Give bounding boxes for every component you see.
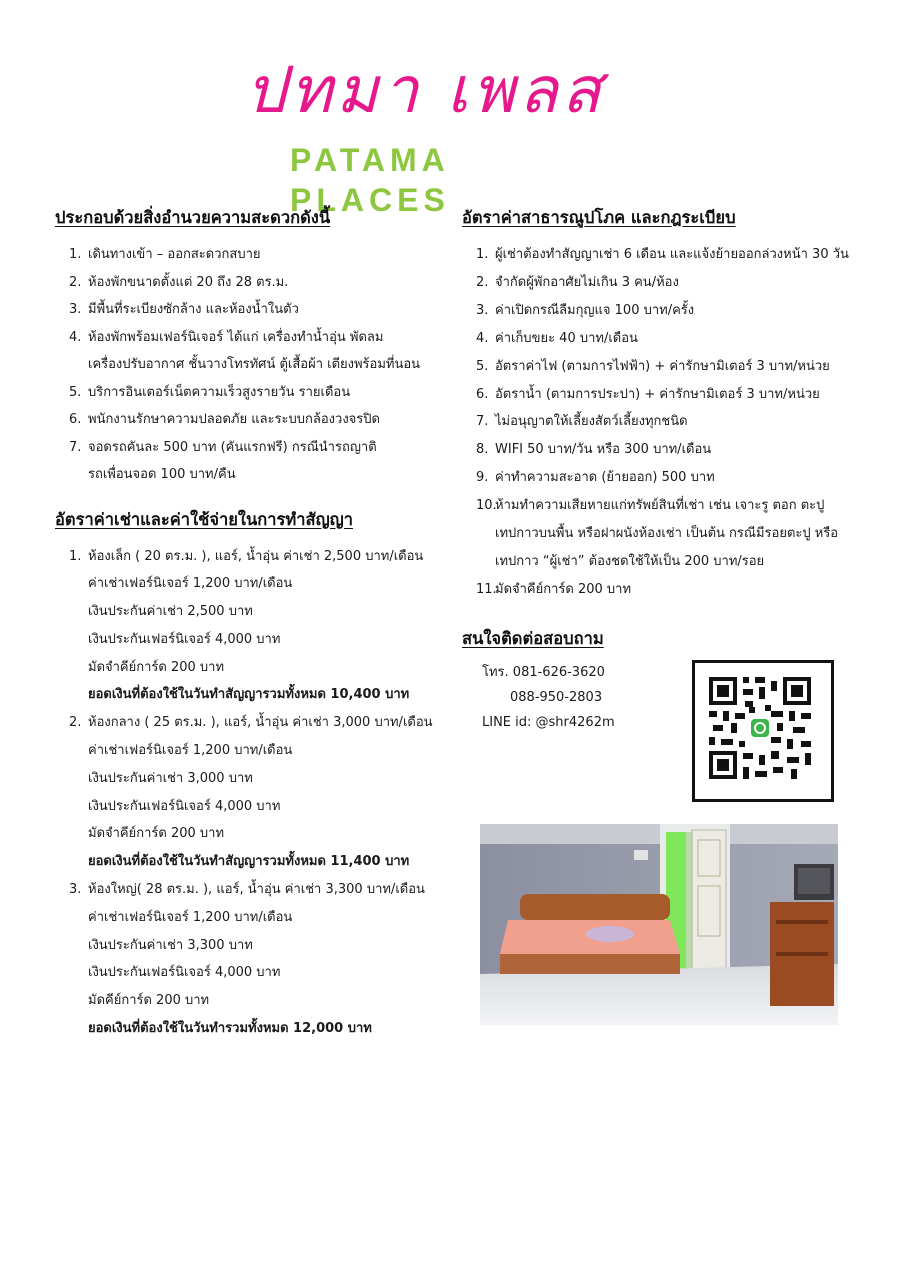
item-text: มัดจำคีย์การ์ด 200 บาท (495, 581, 632, 597)
room-rate-line: ห้องกลาง ( 25 ตร.ม. ), แอร์, น้ำอุ่น ค่าเช่า 3,000 บาท/เดือน (88, 715, 433, 731)
room-rate-line: ห้องใหญ่( 28 ตร.ม. ), แอร์, น้ำอุ่น ค่าเช่า 3,300 บาท/เดือน (88, 882, 425, 898)
room-rate-line: เงินประกันเฟอร์นิเจอร์ 4,000 บาท (88, 798, 281, 814)
rule-item (462, 576, 862, 604)
facilities-list (55, 241, 450, 489)
room-rate-line: มัดจำคีย์การ์ด 200 บาท (88, 659, 225, 675)
item-text: ไม่อนุญาตให้เลี้ยงสัตว์เลี้ยงทุกชนิด (495, 414, 688, 430)
item-number: 11. (476, 581, 497, 597)
right-column (462, 205, 862, 800)
room-total: ยอดเงินที่ต้องใช้ในวันทำสัญญารวมทั้งหมด 11,400 บาท (88, 854, 410, 870)
room-number: 2. (69, 715, 82, 731)
item-number: 3. (476, 302, 489, 318)
rule-item (462, 464, 862, 492)
room-rate-item (55, 876, 450, 1043)
room-rate-line: ค่าเช่าเฟอร์นิเจอร์ 1,200 บาท/เดือน (88, 909, 293, 925)
rule-item (462, 408, 862, 436)
left-column (55, 205, 450, 1043)
rates-title: อัตราค่าเช่าและค่าใช้จ่ายในการทำสัญญา (55, 509, 353, 529)
contact-line-id: LINE id: @shr4262m (482, 714, 615, 730)
rule-item (462, 381, 862, 409)
room-rate-line: เงินประกันค่าเช่า 3,000 บาท (88, 770, 253, 786)
room-total: ยอดเงินที่ต้องใช้ในวันทำรวมทั้งหมด 12,000 บาท (88, 1021, 372, 1037)
item-number: 9. (476, 470, 489, 486)
item-text: อัตราค่าไฟ (ตามการไฟฟ้า) + ค่ารักษามิเตอร์ 3 บาท/หน่วย (495, 358, 830, 374)
rule-item (462, 436, 862, 464)
rule-item (462, 241, 862, 269)
room-photo-image (480, 824, 838, 1025)
item-number: 1. (476, 247, 489, 262)
room-rate-item (55, 709, 450, 876)
item-number: 2. (69, 274, 82, 290)
item-number: 4. (69, 329, 82, 345)
facility-item (55, 379, 450, 407)
item-text: เทปกาว “ผู้เช่า” ต้องชดใช้ให้เป็น 200 บาท/รอย (495, 553, 765, 569)
item-text: ค่าเปิดกรณีลืมกุญแจ 100 บาท/ครั้ง (495, 302, 695, 318)
item-number: 4. (476, 330, 489, 346)
facility-item (55, 406, 450, 434)
room-rate-line: มัดคีย์การ์ด 200 บาท (88, 993, 210, 1009)
room-photo (480, 824, 838, 1025)
rules-title: อัตราค่าสาธารณูปโภค และกฎระเบียบ (462, 208, 736, 227)
room-rate-line: ค่าเช่าเฟอร์นิเจอร์ 1,200 บาท/เดือน (88, 743, 293, 759)
item-number: 1. (69, 247, 82, 262)
rule-item (462, 353, 862, 381)
room-rate-line: ห้องเล็ก ( 20 ตร.ม. ), แอร์, น้ำอุ่น ค่าเช่า 2,500 บาท/เดือน (88, 548, 424, 564)
item-text: จอดรถคันละ 500 บาท (คันแรกฟรี) กรณีนำรถญาติ (88, 439, 377, 455)
rules-list (462, 241, 862, 604)
item-text: ผู้เช่าต้องทำสัญญาเช่า 6 เดือน และแจ้งย้ายออกล่วงหน้า 30 วัน (495, 247, 849, 262)
facility-item (55, 269, 450, 297)
item-text: มีพื้นที่ระเบียงซักล้าง และห้องน้ำในตัว (88, 302, 299, 317)
logo (230, 52, 620, 218)
item-number: 3. (69, 302, 82, 317)
room-total: ยอดเงินที่ต้องใช้ในวันทำสัญญารวมทั้งหมด 10,400 บาท (88, 687, 410, 703)
facilities-title: ประกอบด้วยสิ่งอำนวยความสะดวกดังนี้ (55, 208, 331, 227)
facility-item (55, 434, 450, 489)
room-rate-line: เงินประกันเฟอร์นิเจอร์ 4,000 บาท (88, 965, 281, 981)
room-rate-item (55, 543, 450, 710)
item-number: 6. (476, 386, 489, 402)
contact-phone-2: 088-950-2803 (510, 689, 603, 705)
rule-item (462, 297, 862, 325)
item-text: ค่าทำความสะอาด (ย้ายออก) 500 บาท (495, 470, 715, 486)
rule-item (462, 325, 862, 353)
item-text: ห้องพักพร้อมเฟอร์นิเจอร์ ได้แก่ เครื่องทำน้ำอุ่น พัดลม (88, 329, 384, 345)
room-rate-line: เงินประกันเฟอร์นิเจอร์ 4,000 บาท (88, 631, 281, 647)
item-number: 7. (476, 414, 489, 430)
item-number: 6. (69, 412, 82, 427)
qr-code-icon (709, 677, 811, 779)
item-text: เครื่องปรับอากาศ ชั้นวางโทรทัศน์ ตู้เสื้อผ้า เตียงพร้อมที่นอน (88, 357, 421, 372)
facility-item (55, 324, 450, 379)
logo-english-text: PATAMA PLACES (290, 142, 450, 218)
logo-thai-text: ปทมา เพลส (245, 54, 605, 128)
item-number: 8. (476, 442, 489, 458)
rates-list (55, 543, 450, 1043)
item-text: พนักงานรักษาความปลอดภัย และระบบกล้องวงจรปิด (88, 412, 380, 427)
item-number: 5. (69, 384, 82, 400)
facility-item (55, 241, 450, 269)
contact-section (462, 660, 862, 800)
item-number: 7. (69, 439, 82, 455)
qr-code[interactable] (692, 660, 834, 802)
item-text: รถเพื่อนจอด 100 บาท/คืน (88, 467, 236, 482)
item-text: ค่าเก็บขยะ 40 บาท/เดือน (495, 330, 638, 346)
facility-item (55, 296, 450, 324)
item-text: จำกัดผู้พักอาศัยไม่เกิน 3 คน/ห้อง (495, 274, 679, 290)
room-rate-line: มัดจำคีย์การ์ด 200 บาท (88, 826, 225, 842)
room-number: 1. (69, 548, 82, 564)
item-text: ห้ามทำความเสียหายแก่ทรัพย์สินที่เช่า เช่น เจาะรู ตอก ตะปู (495, 498, 825, 514)
contact-title: สนใจติดต่อสอบถาม (462, 628, 604, 648)
item-text: เดินทางเข้า – ออกสะดวกสบาย (88, 247, 261, 262)
room-number: 3. (69, 882, 82, 898)
room-rate-line: ค่าเช่าเฟอร์นิเจอร์ 1,200 บาท/เดือน (88, 576, 293, 592)
item-text: เทปกาวบนพื้น หรือฝาผนังห้องเช่า เป็นต้น กรณีมีรอยตะปู หรือ (495, 526, 839, 542)
rule-item (462, 492, 862, 576)
item-text: อัตราน้ำ (ตามการประปา) + ค่ารักษามิเตอร์ 3 บาท/หน่วย (495, 386, 820, 402)
room-rate-line: เงินประกันค่าเช่า 3,300 บาท (88, 937, 253, 953)
item-text: บริการอินเตอร์เน็ตความเร็วสูงรายวัน รายเดือน (88, 384, 351, 400)
rule-item (462, 269, 862, 297)
contact-phone-1: โทร. 081-626-3620 (482, 664, 605, 680)
item-number: 2. (476, 274, 489, 290)
item-number: 10. (476, 498, 497, 514)
room-rate-line: เงินประกันค่าเช่า 2,500 บาท (88, 604, 253, 620)
item-number: 5. (476, 358, 489, 374)
item-text: WIFI 50 บาท/วัน หรือ 300 บาท/เดือน (495, 442, 712, 458)
item-text: ห้องพักขนาดตั้งแต่ 20 ถึง 28 ตร.ม. (88, 274, 289, 290)
